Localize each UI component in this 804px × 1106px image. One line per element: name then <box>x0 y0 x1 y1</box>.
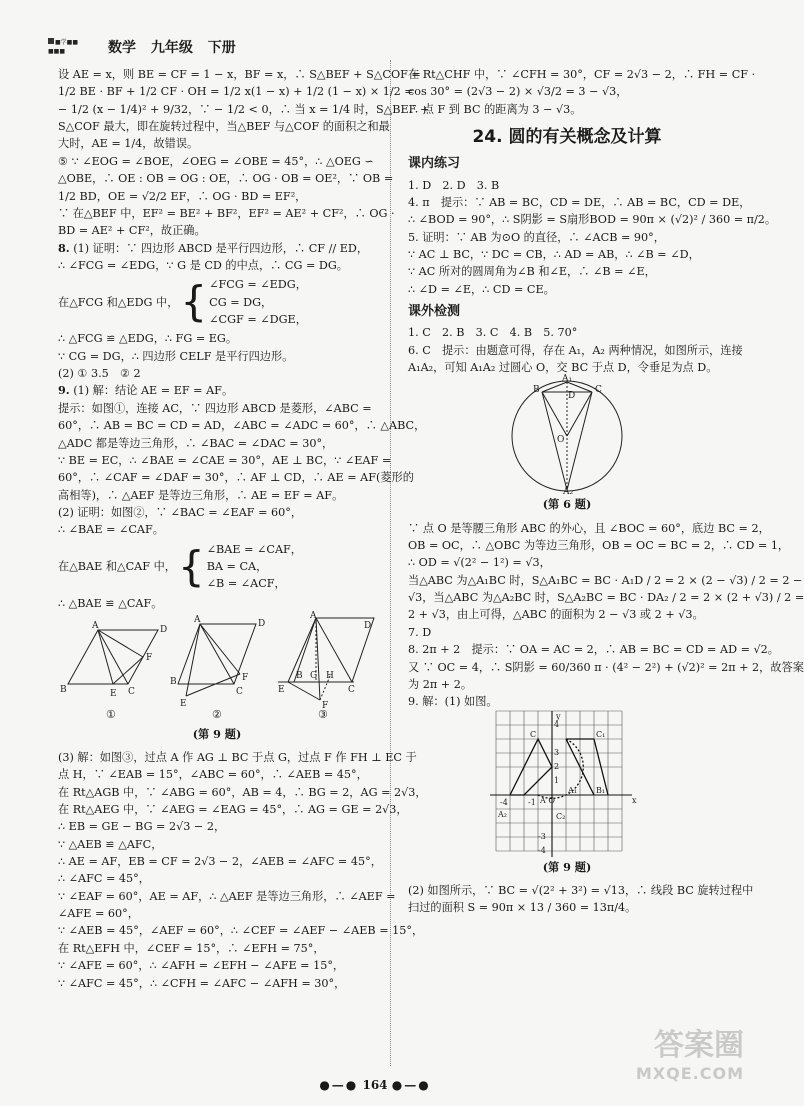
figure-question-6 <box>497 374 637 498</box>
text-line: 2 + √3，由上可得，△ABC 的面积为 2 − √3 或 2 + √3。 <box>408 608 704 622</box>
svg-text:B₁: B₁ <box>596 785 606 795</box>
text-line: 7. D <box>408 625 432 639</box>
text-line: 扫过的面积 S = 90π × 13 / 360 = 13π/4。 <box>408 901 637 915</box>
text-line: 点 H，∵ ∠EAB = 15°，∠ABC = 60°，∴ ∠AEB = 45°， <box>58 768 368 782</box>
svg-text:F: F <box>146 653 153 664</box>
svg-text:C: C <box>128 687 135 698</box>
text-line: BD = AE² + CF²，故正确。 <box>58 224 206 238</box>
text-line: (1) 解：结论 AE = EF = AF。 <box>73 384 234 398</box>
text-line: 在 Rt△CHF 中，∵ ∠CFH = 30°，CF = 2√3 − 2，∴ FH = CF · <box>408 68 756 81</box>
svg-text:-4: -4 <box>538 845 546 855</box>
text-line: ∴ ∠BOD = 90°，∴ S阴影 = S扇形BOD = 90π × (√2)² / 360 = π/2。 <box>408 213 777 227</box>
section-title: 24. 圆的有关概念及计算 <box>472 127 662 148</box>
svg-text:B: B <box>533 385 540 396</box>
svg-text:C: C <box>348 685 355 696</box>
text-line: 提示：如图①，连接 AC，∵ 四边形 ABCD 是菱形，∠ABC = <box>58 401 372 415</box>
text-line: ∵ AC ⊥ BC，∵ DC = CB，∴ AD = AB，∴ ∠B = ∠D， <box>408 248 700 261</box>
text-line: √3，当△ABC 为△A₂BC 时，S△A₂BC = BC · DA₂ / 2 = 2 × (2 + √3) / 2 = <box>408 591 804 605</box>
figure-number: ① <box>105 708 117 722</box>
text-line: 60°，∴ ∠CAF = ∠DAF = 30°，∴ AF ⊥ CD，∴ AE = AF(菱形的 <box>58 471 414 485</box>
text-line: 又 ∵ OC = 4，∴ S阴影 = 60/360 π · (4² − 2²) + (√2)² = 2π + 2，故答案 <box>408 660 804 674</box>
question-number: 8. <box>58 240 70 255</box>
svg-text:E: E <box>278 685 285 696</box>
text-line: (2) 如图所示，∵ BC = √(2² + 3²) = √13，∴ 线段 BC 旋转过程中 <box>408 883 754 897</box>
rhombus-figure-3 <box>278 611 374 711</box>
question-number: 9. <box>58 383 70 398</box>
svg-text:D: D <box>568 391 576 402</box>
figure-number: ③ <box>317 708 329 722</box>
subheading-in-class: 课内练习 <box>408 156 461 172</box>
svg-text:-3: -3 <box>538 831 546 841</box>
text-line: 8. 2π + 2 提示：∵ OA = AC = 2，∴ AB = BC = CD = AD = √2。 <box>408 643 779 657</box>
text-line: ⑤ ∵ ∠EOG = ∠BOE，∠OEG = ∠OBE = 45°，∴ △OEG ∽ <box>58 154 374 168</box>
text-line: ∴ OD = √(2² − 1²) = √3， <box>408 556 551 570</box>
svg-text:C₂: C₂ <box>556 811 566 821</box>
svg-text:F: F <box>322 701 329 712</box>
text-line: 在 Rt△AGB 中，∵ ∠ABG = 60°，AB = 4，∴ BG = 2，AG = 2√3， <box>58 785 427 799</box>
text-line: 6. C 提示：由题意可得，存在 A₁，A₂ 两种情况，如图所示，连接 <box>408 343 743 357</box>
text-line: 1. D 2. D 3. B <box>408 178 500 192</box>
text-line: ∵ ∠AEB = 45°，∠AEF = 60°，∴ ∠CEF = ∠AEF − ∠AEB = 15°， <box>58 924 424 938</box>
footer-ornament: ●—● <box>391 1078 431 1092</box>
brace-symbol: { <box>177 541 205 591</box>
text-line: (1) 证明：∵ 四边形 ABCD 是平行四边形，∴ CF // ED， <box>73 241 369 255</box>
text-line: ∵ 在△BEF 中，EF² = BE² + BF²，EF² = AE² + CF²，∴ OG · <box>58 206 395 220</box>
svg-text:E: E <box>180 699 187 710</box>
svg-text:3: 3 <box>554 747 560 757</box>
brace-conditions <box>58 276 376 328</box>
text-line: − 1/2 (x − 1/4)² + 9/32，∵ − 1/2 < 0，∴ 当 x = 1/4 时，S△BEF + <box>58 102 430 116</box>
text-line: ∠AFE = 60°， <box>58 907 139 921</box>
text-line: 在 Rt△AEG 中，∵ ∠AEG = ∠EAG = 45°，∴ AG = GE = 2√3， <box>58 802 408 816</box>
svg-text:x: x <box>632 795 637 805</box>
brace-item: ∠B = ∠ACF， <box>206 577 286 591</box>
svg-text:F: F <box>242 673 249 684</box>
grade-label: 九年级 <box>150 40 193 56</box>
answer-continuation <box>58 66 430 240</box>
text-line: ∵ CG = DG，∴ 四边形 CELF 是平行四边形。 <box>58 349 294 363</box>
text-line: 9. 解：(1) 如图。 <box>408 695 498 709</box>
text-line: 大时，AE = 1/4，故错误。 <box>58 137 199 151</box>
watermark <box>636 1030 744 1087</box>
svg-text:A O: A O <box>540 795 555 805</box>
brace-label: 在△BAE 和△CAF 中， <box>58 560 176 574</box>
svg-text:A₂: A₂ <box>498 809 507 819</box>
right-column <box>408 66 804 917</box>
text-line: A₁A₂，可知 A₁A₂ 过圆心 O，交 BC 于点 D，令垂足为点 D。 <box>408 360 718 374</box>
question-8 <box>58 240 376 383</box>
text-line: 为 2π + 2。 <box>408 677 473 691</box>
brace-item: BA = CA， <box>206 560 268 574</box>
svg-text:C: C <box>595 385 602 396</box>
svg-text:A₁: A₁ <box>562 374 573 385</box>
text-line: ∴ ∠AFC = 45°， <box>58 872 150 886</box>
rhombus-figure-2 <box>170 615 265 709</box>
text-line: ∴ EB = GE − BG = 2√3 − 2， <box>58 820 226 834</box>
svg-text:-1: -1 <box>528 797 536 807</box>
text-line: 高相等)，∴ △AEF 是等边三角形，∴ AE = EF = AF。 <box>58 488 344 502</box>
page-header <box>48 38 688 60</box>
series-logo: ■学■■ ■■■ <box>48 39 79 55</box>
text-line: 60°，∴ AB = BC = CD = AD，∠ABC = ∠ADC = 60°，∴ △ABC， <box>58 419 426 433</box>
subject-label: 数学 <box>108 40 136 56</box>
brace-label: 在△FCG 和△EDG 中， <box>58 295 179 309</box>
text-line: △ADC 都是等边三角形，∴ ∠BAC = ∠DAC = 30°， <box>58 436 334 450</box>
figure-question-9-grid <box>482 711 652 857</box>
brace-symbol: { <box>180 277 208 327</box>
brace-conditions <box>58 541 376 593</box>
text-line: 设 AE = x，则 BE = CF = 1 − x，BF = x，∴ S△BEF + S△COF = <box>58 68 421 81</box>
footer-ornament: ●—● <box>319 1078 359 1092</box>
svg-text:D: D <box>364 621 372 632</box>
text-line: △OBE，∴ OE : OB = OG : OE，∴ OG · OB = OE²，∵ OB = <box>58 172 394 186</box>
text-line: ∵ △AEB ≌ △AFC， <box>58 837 163 851</box>
svg-text:B: B <box>170 677 177 688</box>
text-line: ∴ ∠D = ∠E，∴ CD = CE。 <box>408 282 555 296</box>
text-line: 当△ABC 为△A₁BC 时，S△A₁BC = BC · A₁D / 2 = 2 × (2 − √3) / 2 = 2 − <box>408 573 803 587</box>
svg-text:C₁: C₁ <box>596 729 606 739</box>
figure-question-9 <box>58 612 376 712</box>
brace-item: ∠BAE = ∠CAF， <box>206 542 302 556</box>
svg-text:D: D <box>160 625 168 636</box>
text-line: cos 30° = (2√3 − 2) × √3/2 = 3 − √3， <box>408 85 628 99</box>
svg-text:B: B <box>60 685 67 696</box>
text-line: ∵ ∠EAF = 60°，AE = AF，∴ △AEF 是等边三角形，∴ ∠AEF = <box>58 889 396 903</box>
brace-item: CG = DG， <box>209 295 273 309</box>
text-line: OB = OC，∴ △OBC 为等边三角形，OB = OC = BC = 2，∴ CD = 1， <box>408 539 790 553</box>
watermark-url: MXQE.COM <box>635 1064 744 1083</box>
text-line: (2) ① 3.5 ② 2 <box>58 367 141 381</box>
volume-label: 下册 <box>207 40 236 56</box>
svg-text:E: E <box>110 689 117 700</box>
svg-text:B: B <box>296 671 303 682</box>
watermark-text: 答案圈 <box>654 1028 744 1063</box>
svg-text:1: 1 <box>554 775 560 785</box>
brace-item: ∠CGF = ∠DGE， <box>209 313 307 327</box>
figure-caption: (第 6 题) <box>542 497 592 512</box>
text-line: ∵ BE = EC，∴ ∠BAE = ∠CAE = 30°，AE ⊥ BC，∵ ∠EAF = <box>58 453 392 467</box>
text-line: (3) 解：如图③，过点 A 作 AG ⊥ BC 于点 G，过点 F 作 FH ⊥ EC 于 <box>58 750 417 764</box>
svg-text:A₂: A₂ <box>563 487 574 498</box>
figure-caption: (第 9 题) <box>192 726 242 741</box>
header-title <box>108 38 246 60</box>
svg-text:2: 2 <box>554 761 560 771</box>
text-line: 1/2 BD，OE = √2/2 EF，∴ OG · BD = EF²， <box>58 189 307 203</box>
svg-text:O: O <box>557 435 565 446</box>
page-number: 164 <box>362 1078 388 1092</box>
svg-text:A: A <box>310 611 317 622</box>
text-line: S△COF 最大，即在旋转过程中，当△BEF 与△COF 的面积之和最 <box>58 120 390 134</box>
text-line: ∴ AE = AF，EB = CF = 2√3 − 2，∠AEB = ∠AFC = 45°， <box>58 855 382 869</box>
svg-text:H: H <box>326 671 334 682</box>
figure-number: ② <box>211 708 223 722</box>
text-line: ∴ ∠FCG = ∠EDG，∵ G 是 CD 的中点，∴ CG = DG。 <box>58 258 348 272</box>
text-line: 1/2 BE · BF + 1/2 CF · OH = 1/2 x(1 − x) + 1/2 (1 − x) × 1/2 = <box>58 85 414 99</box>
text-line: 4. π 提示：∵ AB = BC，CD = DE，∴ AB = BC，CD = DE， <box>408 195 751 209</box>
svg-text:4: 4 <box>554 719 560 729</box>
text-line: ∵ 点 O 是等腰三角形 ABC 的外心，且 ∠BOC = 60°，底边 BC = 2， <box>408 521 770 535</box>
svg-text:y: y <box>556 711 561 721</box>
svg-text:D: D <box>258 619 266 630</box>
brace-item: ∠FCG = ∠EDG， <box>209 278 307 292</box>
text-line: ∴ △BAE ≌ △CAF。 <box>58 596 163 610</box>
text-line: ∴ ∠BAE = ∠CAF。 <box>58 523 164 537</box>
text-line: 1. C 2. B 3. C 4. B 5. 70° <box>408 326 578 340</box>
figure-caption: (第 9 题) <box>542 859 592 874</box>
text-line: ∴ △FCG ≌ △EDG，∴ FG = EG。 <box>58 332 238 346</box>
svg-text:C: C <box>530 729 537 739</box>
svg-text:A: A <box>92 621 99 632</box>
text-line: (2) 证明：如图②，∵ ∠BAC = ∠EAF = 60°， <box>58 505 303 519</box>
svg-text:G: G <box>310 671 318 682</box>
svg-text:A: A <box>194 615 201 626</box>
text-line: 在 Rt△EFH 中，∠CEF = 15°，∴ ∠EFH = 75°， <box>58 941 325 955</box>
rhombus-figure-1 <box>60 621 167 699</box>
subheading-after-class: 课外检测 <box>408 304 461 320</box>
text-line: ∵ ∠AFC = 45°，∴ ∠CFH = ∠AFC − ∠AFH = 30°， <box>58 976 346 990</box>
svg-text:A₁: A₁ <box>568 785 577 795</box>
text-line: ∵ ∠AFE = 60°，∴ ∠AFH = ∠EFH − ∠AFE = 15°， <box>58 959 345 973</box>
figure-numbers <box>58 706 376 723</box>
text-line: 5. 证明：∵ AB 为⊙O 的直径，∴ ∠ACB = 90°， <box>408 230 665 244</box>
svg-text:C: C <box>236 687 243 698</box>
svg-text:-4: -4 <box>500 797 508 807</box>
text-line: ∴ 点 F 到 BC 的距离为 3 − √3。 <box>408 102 582 116</box>
text-line: ∵ AC 所对的圆周角为∠B 和∠E，∴ ∠B = ∠E， <box>408 265 656 279</box>
